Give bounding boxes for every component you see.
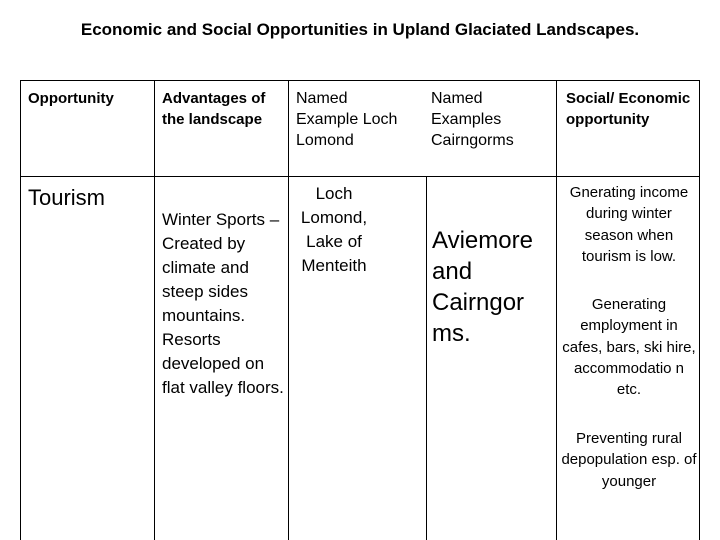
cell-opportunity: Tourism bbox=[28, 185, 106, 210]
header-advantages: Advantages of the landscape bbox=[162, 90, 266, 128]
cell-social-income: Gnerating income during winter season when tourism is low. bbox=[569, 184, 689, 265]
header-divider bbox=[20, 176, 700, 177]
header-social: Social/ Economic opportunity bbox=[566, 90, 691, 128]
cell-advantages: Winter Sports – Created by climate and steep sides mountains. Resorts developed on flat valley floors. bbox=[162, 210, 284, 397]
header-opportunity: Opportunity bbox=[28, 90, 114, 107]
column-divider bbox=[426, 176, 427, 540]
cell-social-depopulation: Preventing rural depopulation esp. of younger bbox=[561, 430, 697, 490]
header-named-example: Named Example Loch Lomond bbox=[296, 90, 398, 149]
column-divider bbox=[556, 80, 557, 540]
cell-social-employment: Generating employment in cafes, bars, ski hire, accommodatio n etc. bbox=[562, 296, 696, 399]
cell-named-example: Loch Lomond, Lake of Menteith bbox=[300, 184, 368, 275]
header-named-examples: Named Examples Cairngorms bbox=[431, 90, 514, 149]
column-divider bbox=[154, 80, 155, 540]
column-divider bbox=[20, 80, 21, 540]
table-top-border bbox=[20, 80, 700, 81]
page-title: Economic and Social Opportunities in Upland Glaciated Landscapes. bbox=[80, 20, 640, 39]
cell-named-examples: Aviemore and Cairngor ms. bbox=[432, 227, 533, 347]
column-divider bbox=[699, 80, 700, 540]
column-divider bbox=[288, 80, 289, 540]
